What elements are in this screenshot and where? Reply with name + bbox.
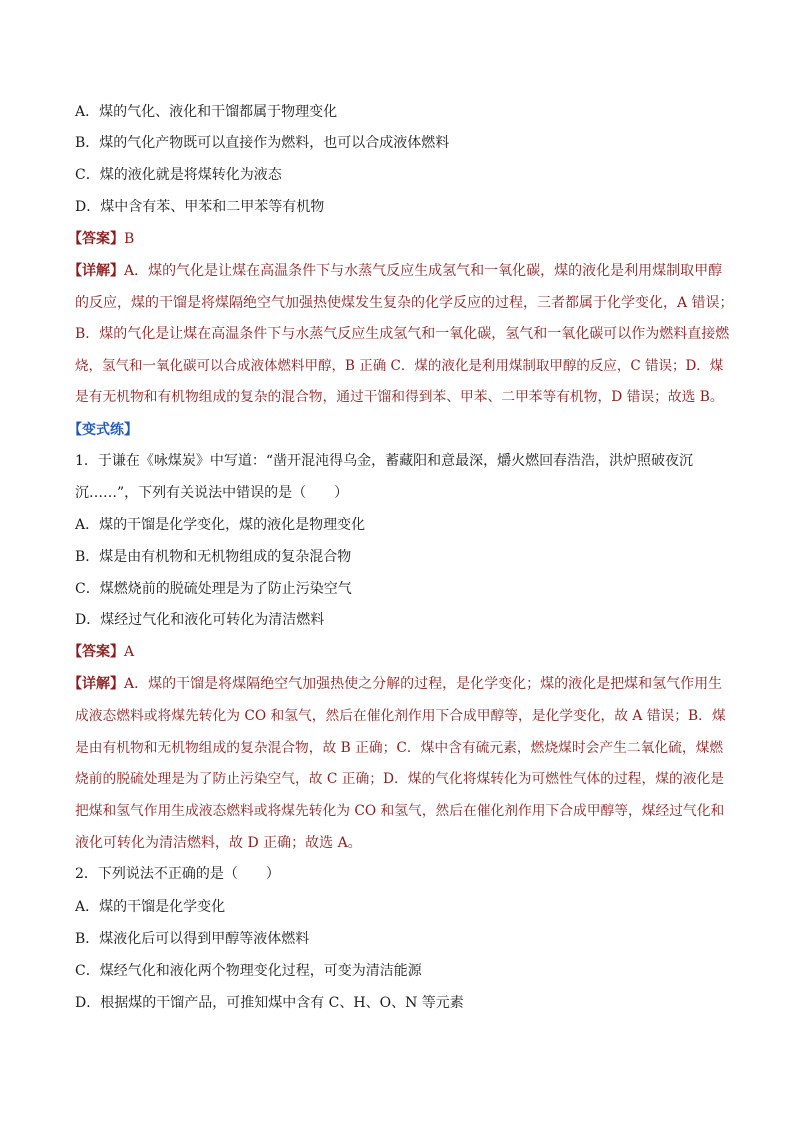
option-a: A．煤的干馏是化学变化，煤的液化是物理变化 xyxy=(75,517,366,533)
option-d: D．煤中含有苯、甲苯和二甲苯等有机物 xyxy=(75,199,325,215)
detail-line: 把煤和氢气作用生成液态燃料或将煤先转化为 CO 和氢气，然后在催化剂作用下合成甲醇等，煤经过气化和 xyxy=(75,803,725,819)
question-stem: 2．下列说法不正确的是（ ） xyxy=(75,866,280,882)
practice-header: 【变式练】 xyxy=(68,422,138,438)
detail-line: 成液态燃料或将煤先转化为 CO 和氢气，然后在催化剂作用下合成甲醇等，是化学变化，故 A 错误；B．煤 xyxy=(75,708,726,724)
option-c: C．煤燃烧前的脱硫处理是为了防止污染空气 xyxy=(75,581,352,597)
answer-block xyxy=(68,642,134,662)
detail-line: 【详解】A．煤的气化是让煤在高温条件下与水蒸气反应生成氢气和一氧化碳，煤的液化是利用煤制取甲醇 xyxy=(68,263,723,279)
detail-tag: 【详解】 xyxy=(68,263,124,279)
option-b: B．煤液化后可以得到甲醇等液体燃料 xyxy=(75,931,310,947)
answer-block xyxy=(68,229,134,249)
detail-line: 【详解】A．煤的干馏是将煤隔绝空气加强热使之分解的过程，是化学变化；煤的液化是把煤和氢气作用生 xyxy=(68,676,723,692)
detail-line: 是有无机物和有机物组成的复杂的混合物，通过干馏和得到苯、甲苯、二甲苯等有机物，D 错误；故选 B。 xyxy=(75,389,724,405)
answer-value: A xyxy=(124,644,135,660)
option-c: C．煤经气化和液化两个物理变化过程，可变为清洁能源 xyxy=(75,963,422,979)
detail-line: 的反应，煤的干馏是将煤隔绝空气加强热使煤发生复杂的化学反应的过程，三者都属于化学变化，A 错误； xyxy=(75,295,734,311)
detail-line: 烧前的脱硫处理是为了防止污染空气，故 C 正确；D．煤的气化将煤转化为可燃性气体的过程，煤的液化是 xyxy=(75,771,725,787)
question-stem: 1．于谦在《咏煤炭》中写道：“凿开混沌得乌金，蓄藏阳和意最深，爝火燃回春浩浩，洪炉照破夜沉 xyxy=(75,453,694,469)
question-stem: 沉……”，下列有关说法中错误的是（ ） xyxy=(75,485,349,501)
detail-line: 液化可转化为清洁燃料，故 D 正确；故选 A。 xyxy=(75,835,362,851)
answer-tag: 【答案】 xyxy=(68,231,124,247)
option-d: D．煤经过气化和液化可转化为清洁燃料 xyxy=(75,612,325,628)
detail-tag: 【详解】 xyxy=(68,676,124,692)
option-d: D．根据煤的干馏产品，可推知煤中含有 C、H、O、N 等元素 xyxy=(75,995,464,1011)
option-c: C．煤的液化就是将煤转化为液态 xyxy=(75,167,282,183)
detail-line: 是由有机物和无机物组成的复杂混合物，故 B 正确；C．煤中含有硫元素，燃烧煤时会产生二氧化硫，煤燃 xyxy=(75,740,724,756)
option-b: B．煤是由有机物和无机物组成的复杂混合物 xyxy=(75,549,352,565)
option-a: A．煤的干馏是化学变化 xyxy=(75,899,226,915)
option-b: B．煤的气化产物既可以直接作为燃料，也可以合成液体燃料 xyxy=(75,135,450,151)
answer-tag: 【答案】 xyxy=(68,644,124,660)
option-a: A．煤的气化、液化和干馏都属于物理变化 xyxy=(75,104,338,120)
detail-line: 烧，氢气和一氧化碳可以合成液体燃料甲醇，B 正确 C．煤的液化是利用煤制取甲醇的反应，C 错误；D．煤 xyxy=(75,358,724,374)
detail-line: B．煤的气化是让煤在高温条件下与水蒸气反应生成氢气和一氧化碳，氢气和一氧化碳可以作为燃料直接燃 xyxy=(75,326,730,342)
answer-value: B xyxy=(124,231,135,247)
